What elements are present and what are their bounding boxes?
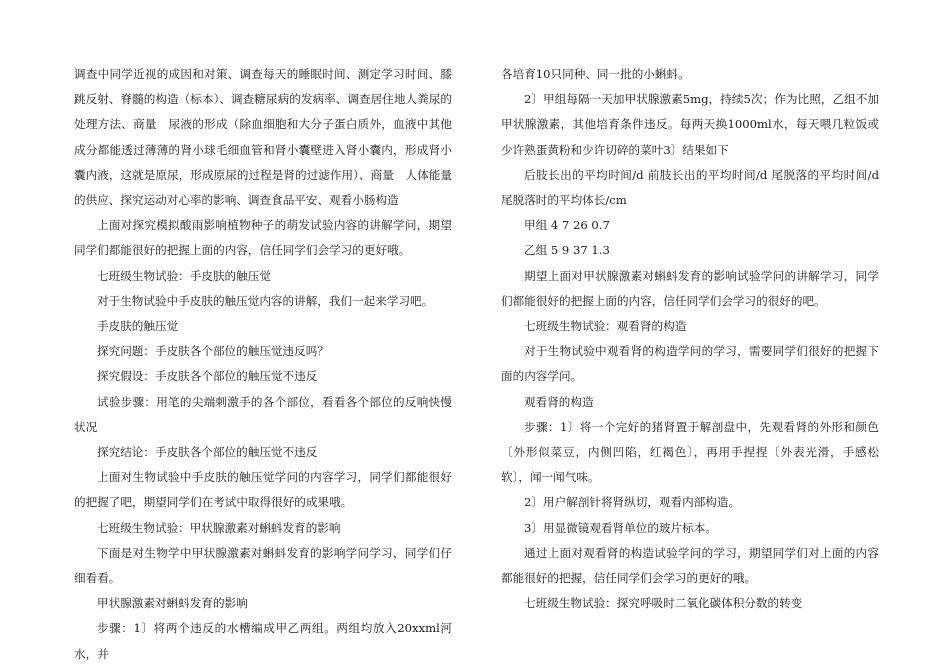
paragraph: 对于生物试验中手皮肤的触压觉内容的讲解，我们一起来学习吧。 <box>97 293 434 308</box>
paragraph: 步骤：1〕将一个完好的猪肾置于解剖盘中，先观看肾的外形和颜色〔外形似菜豆，内侧凹陷，红褐色〕，再用手捏捏〔外表光滑，手感松软〕，闻一闻气味。 <box>501 419 879 485</box>
paragraph: 探究假设：手皮肤各个部位的触压觉不违反 <box>97 369 318 384</box>
paragraph: 期望上面对甲状腺激素对蝌蚪发育的影响试验学问的讲解学习，同学们都能很好的把握上面的内容，信任同学们会学习的很好的吧。 <box>501 268 879 308</box>
paragraph: 3〕用显微镜观看肾单位的玻片标本。 <box>524 520 717 535</box>
left-column <box>74 62 452 667</box>
paragraph: 2〕用户解剖针将肾纵切，观看内部构造。 <box>524 495 741 510</box>
table-row: 甲组 4 7 26 0.7 <box>524 218 610 233</box>
table-header-line: 后肢长出的平均时间/d 前肢长出的平均时间/d 尾脱落的平均时间/d 尾脱落时的平均体长/cm <box>501 167 879 208</box>
paragraph: 探究结论：手皮肤各个部位的触压觉不违反 <box>97 445 318 460</box>
paragraph: 各培育10只同种、同一批的小蝌蚪。 <box>501 67 690 81</box>
section-heading: 七班级生物试验：手皮肤的触压觉 <box>97 268 271 283</box>
section-heading: 七班级生物试验：甲状腺激素对蝌蚪发育的影响 <box>97 520 341 535</box>
paragraph: 2〕甲组每隔一天加甲状腺激素5mg，持续5次；作为比照，乙组不加甲状腺激素，其他培育条件违反。每两天换1000ml水，每天喂几粒饭或少许熟蛋黄粉和少许切碎的菜叶3〕结果如下 <box>501 92 879 157</box>
section-heading: 七班级生物试验：探究呼吸时二氧化碳体积分数的转变 <box>524 596 803 611</box>
paragraph: 步骤：1〕将两个违反的水槽编成甲乙两组。两组均放入20xxml河水，并 <box>74 621 452 661</box>
paragraph: 探究问题：手皮肤各个部位的触压觉违反吗？ <box>97 344 329 359</box>
subheading: 甲状腺激素对蝌蚪发育的影响 <box>97 596 248 611</box>
paragraph: 试验步骤：用笔的尖端刺激手的各个部位，看看各个部位的反响快慢状况 <box>74 394 452 434</box>
paragraph: 通过上面对观看肾的构造试验学问的学习，期望同学们对上面的内容都能很好的把握，信任同学们会学习的更好的哦。 <box>501 545 879 586</box>
table-row: 乙组 5 9 37 1.3 <box>524 243 610 258</box>
section-heading: 七班级生物试验：观看肾的构造 <box>524 319 687 334</box>
paragraph: 上面对探究模拟酸雨影响植物种子的萌发试验内容的讲解学问，期望同学们都能很好的把握上面的内容，信任同学们会学习的更好哦。 <box>74 218 452 258</box>
paragraph: 对于生物试验中观看肾的构造学问的学习，需要同学们很好的把握下面的内容学问。 <box>501 344 879 384</box>
paragraph: 上面对生物试验中手皮肤的触压觉学问的内容学习，同学们都能很好的把握了吧，期望同学们在考试中取得很好的成果哦。 <box>74 470 452 510</box>
subheading: 观看肾的构造 <box>524 394 594 409</box>
right-column <box>501 62 879 616</box>
paragraph: 下面是对生物学中甲状腺激素对蝌蚪发育的影响学问学习，同学们仔细看看。 <box>74 545 452 586</box>
paragraph: 调查中同学近视的成因和对策、调查每天的睡眠时间、测定学习时间、膝跳反射、脊髓的构造（标本）、调查糖尿病的发病率、调查居住地人粪尿的处理方法、商量 尿液的形成（除血细胞和大分子蛋白质外，血液中其他成分都能透过薄薄的肾小球毛细血管和肾小囊壁进入肾小囊内，形成肾小囊内液，这就是原尿，形成原尿的过程是肾的过滤作用）、商量 人体能量的供应、探究运动对心率的影响、调查食品平安、观看小肠构造 <box>74 67 452 208</box>
subheading: 手皮肤的触压觉 <box>97 319 179 334</box>
